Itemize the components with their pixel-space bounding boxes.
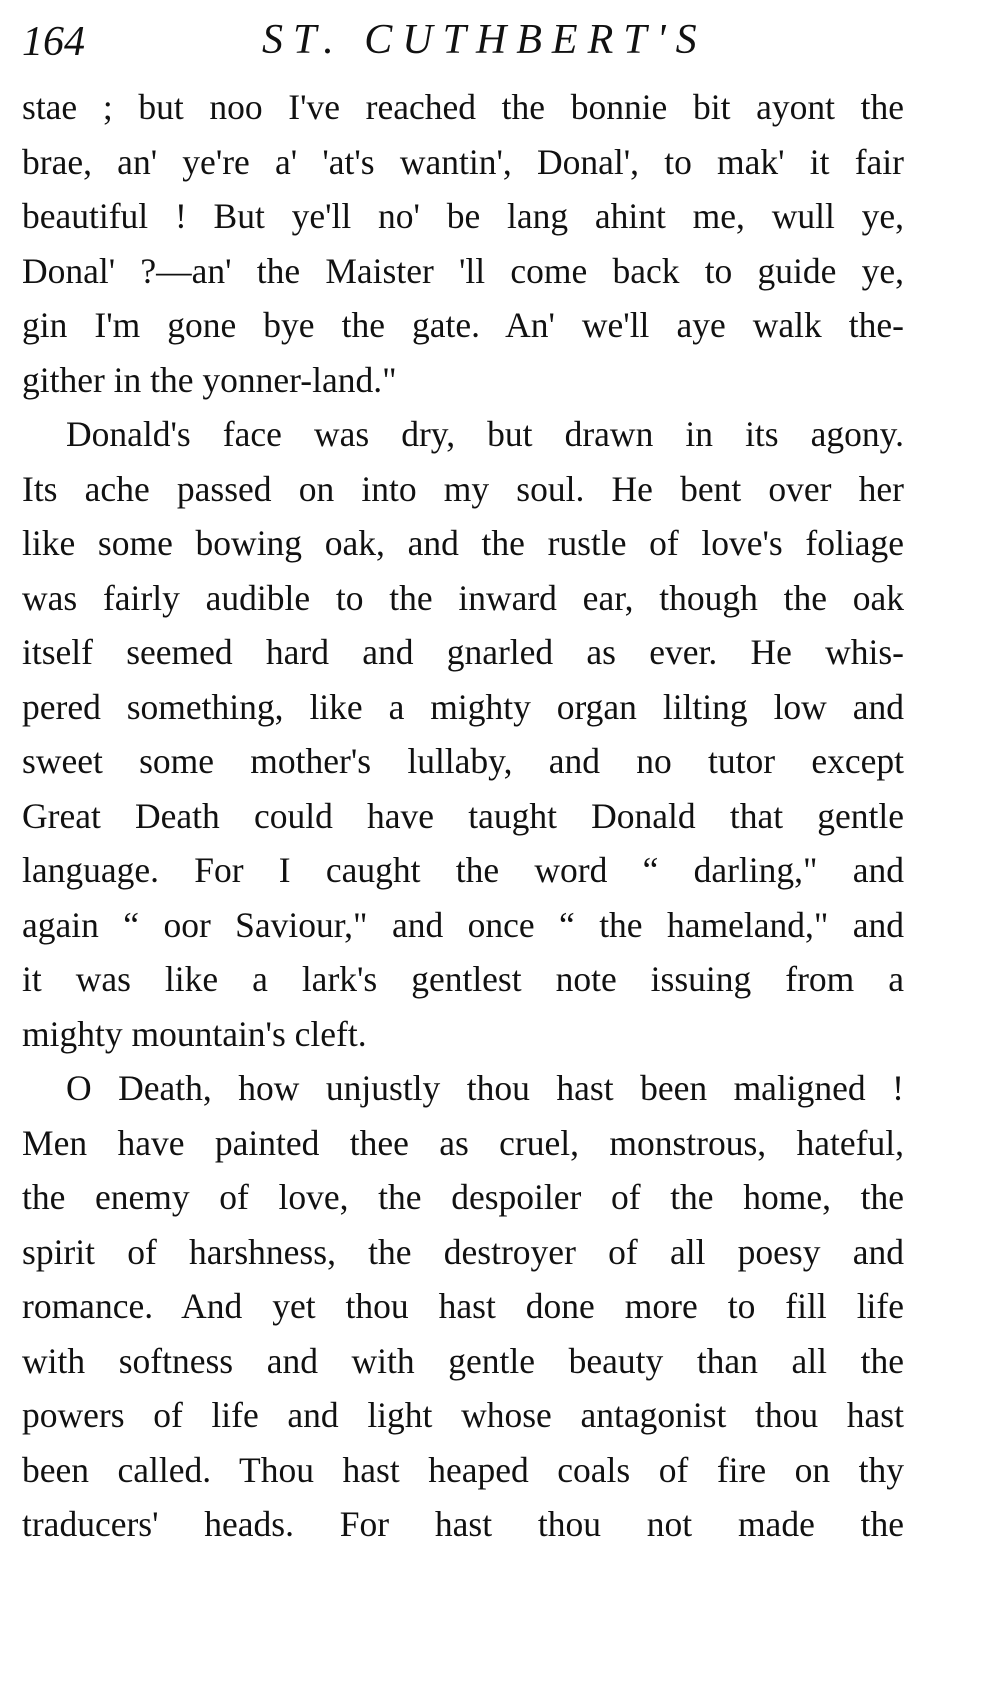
text-line: it was like a lark's gentlest note issuing from a bbox=[22, 959, 904, 999]
text-line: traducers' heads. For hast thou not made the bbox=[22, 1504, 904, 1544]
text-line: Donal' ?—an' the Maister 'll come back to guide ye, bbox=[22, 250, 904, 291]
text-line: with softness and with gentle beauty than all the bbox=[22, 1340, 904, 1381]
text-line: itself seemed hard and gnarled as ever. He whis- bbox=[22, 632, 904, 672]
text-line: beautiful ! But ye'll no' be lang ahint me, wull ye, bbox=[22, 196, 904, 236]
text-line: Great Death could have taught Donald that gentle bbox=[22, 795, 904, 836]
text-line: Its ache passed on into my soul. He bent over her bbox=[22, 468, 904, 509]
body-text bbox=[22, 80, 904, 1552]
text-line: sweet some mother's lullaby, and no tutor except bbox=[22, 741, 904, 781]
text-line: romance. And yet thou hast done more to fill life bbox=[22, 1286, 904, 1326]
paragraph-start-line: Donald's face was dry, but drawn in its agony. bbox=[66, 414, 904, 454]
text-line: mighty mountain's cleft. bbox=[22, 1013, 367, 1054]
text-line: language. For I caught the word “ darling," and bbox=[22, 850, 904, 890]
text-line: powers of life and light whose antagonist thou hast bbox=[22, 1395, 904, 1435]
text-line: Men have painted thee as cruel, monstrous, hateful, bbox=[22, 1122, 904, 1163]
text-line: like some bowing oak, and the rustle of love's foliage bbox=[22, 523, 904, 563]
text-line: brae, an' ye're a' 'at's wantin', Donal', to mak' it fair bbox=[22, 141, 904, 182]
page-header bbox=[22, 10, 922, 70]
text-line: been called. Thou hast heaped coals of fire on thy bbox=[22, 1449, 904, 1490]
text-line: was fairly audible to the inward ear, though the oak bbox=[22, 577, 904, 618]
text-line: stae ; but noo I've reached the bonnie bit ayont the bbox=[22, 87, 904, 127]
text-line: spirit of harshness, the destroyer of all poesy and bbox=[22, 1231, 904, 1272]
text-line: pered something, like a mighty organ lilting low and bbox=[22, 686, 904, 727]
running-head: ST. CUTHBERT'S bbox=[262, 17, 707, 63]
text-line: the enemy of love, the despoiler of the home, the bbox=[22, 1177, 904, 1217]
text-line: again “ oor Saviour," and once “ the hameland," and bbox=[22, 904, 904, 945]
paragraph-start-line: O Death, how unjustly thou hast been maligned ! bbox=[66, 1068, 904, 1108]
text-line: gither in the yonner-land." bbox=[22, 359, 397, 400]
text-line: gin I'm gone bye the gate. An' we'll aye walk the- bbox=[22, 305, 904, 345]
page-number: 164 bbox=[22, 19, 85, 65]
